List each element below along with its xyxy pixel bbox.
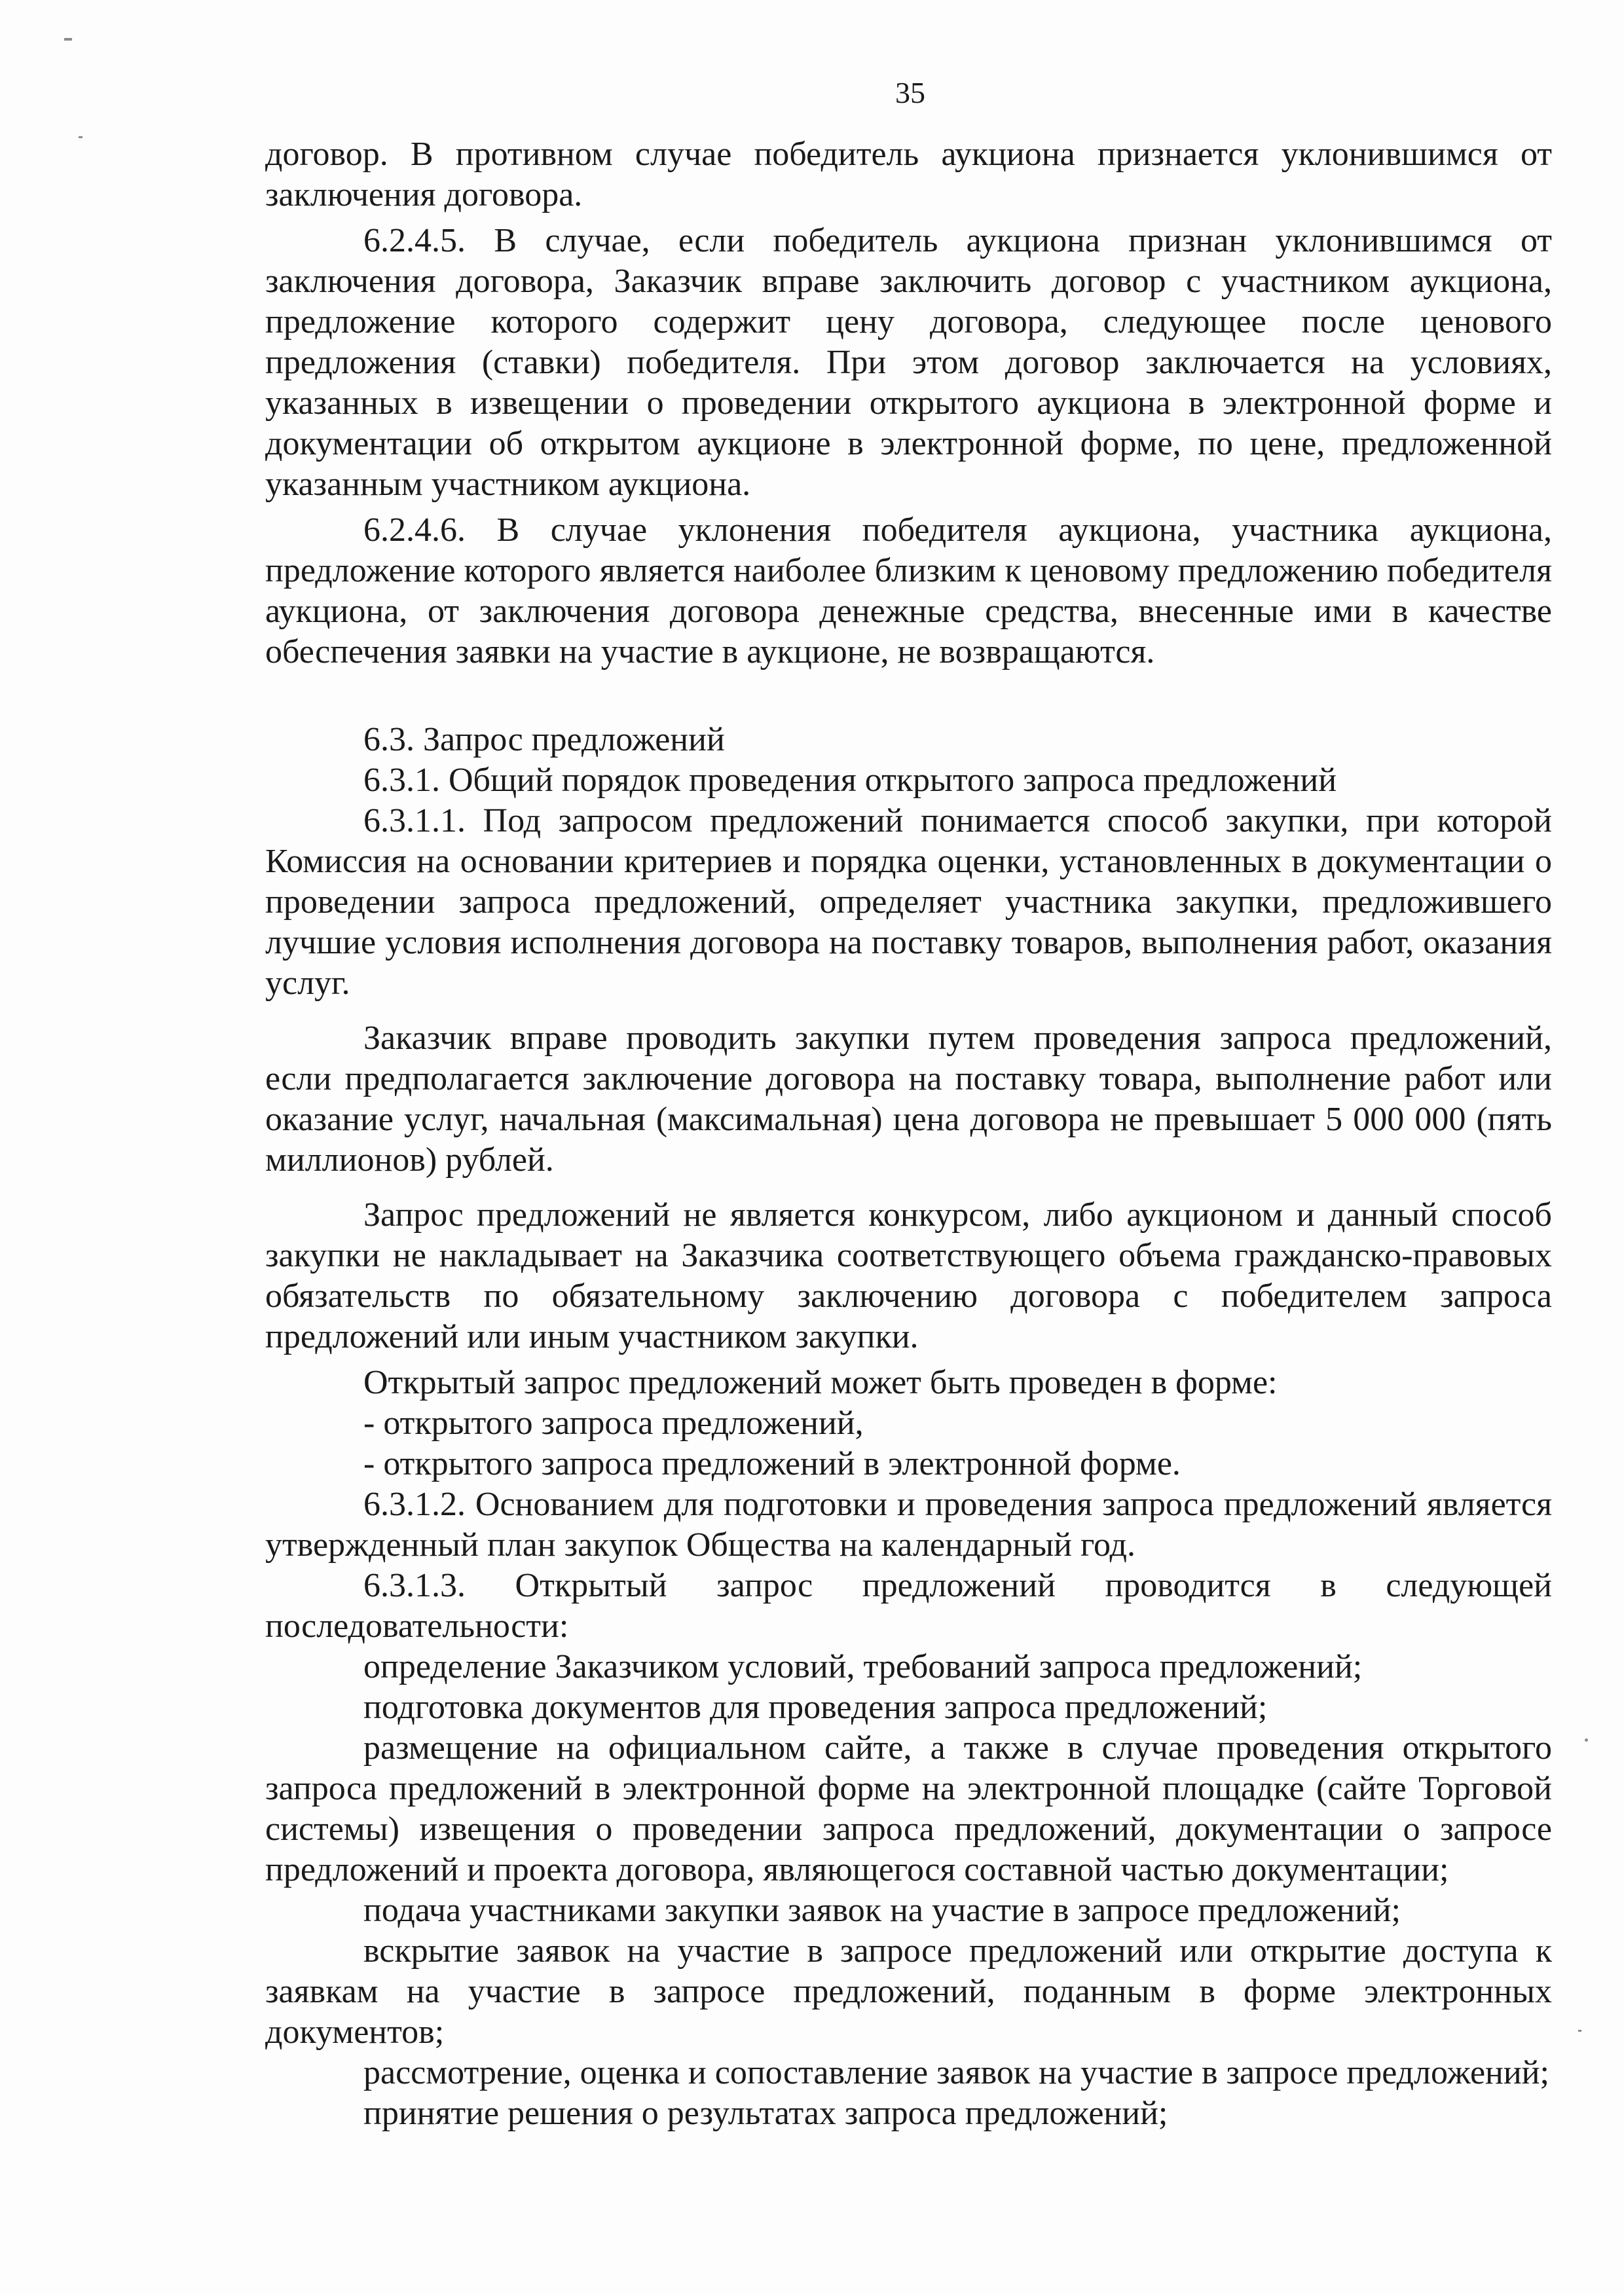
paragraph-6-3-1-3: 6.3.1.3. Открытый запрос предложений проводится в следующей последовательности: bbox=[265, 1567, 1552, 1645]
list-item-step-opening: вскрытие заявок на участие в запросе предложений или открытие доступа к заявкам на участие в запросе предложений, поданным в форме электронных документов; bbox=[265, 1932, 1552, 2051]
list-item-step-evaluation: рассмотрение, оценка и сопоставление заявок на участие в запросе предложений; bbox=[363, 2054, 1549, 2091]
scan-speck bbox=[79, 136, 83, 138]
page-number: 35 bbox=[895, 76, 925, 109]
paragraph-6-3-1-2: 6.3.1.2. Основанием для подготовки и проведения запроса предложений является утвержденный план закупок Общества на календарный год. bbox=[265, 1486, 1552, 1564]
paragraph-forms-intro: Открытый запрос предложений может быть проведен в форме: bbox=[363, 1364, 1278, 1401]
paragraph-6-3-1-1: 6.3.1.1. Под запросом предложений понимается способ закупки, при которой Комиссия на основании критериев и порядка оценки, установленных в документации о проведении запроса предложений, определяет участника закупки, предложившего лучшие условия исполнения договора на поставку товаров, выполнения работ, оказания услуг. bbox=[265, 802, 1552, 1002]
list-item-step-conditions: определение Заказчиком условий, требований запроса предложений; bbox=[363, 1648, 1363, 1685]
paragraph-6-2-4-5: 6.2.4.5. В случае, если победитель аукциона признан уклонившимся от заключения договора, Заказчик вправе заключить договор с участником аукциона, предложение которого содержит цену договора, следующее после ценового предложения (ставки) победителя. При этом договор заключается на условиях, указанных в извещении о проведении открытого аукциона в электронной форме и документации об открытом аукционе в электронной форме, по цене, предложенной указанным участником аукциона. bbox=[265, 222, 1552, 503]
list-item-step-decision: принятие решения о результатах запроса предложений; bbox=[363, 2095, 1168, 2132]
scan-speck bbox=[1585, 1738, 1588, 1742]
paragraph-not-competition: Запрос предложений не является конкурсом, либо аукционом и данный способ закупки не накладывает на Заказчика соответствующего объема гражданско-правовых обязательств по обязательному заключению договора с победителем запроса предложений или иным участником закупки. bbox=[265, 1196, 1552, 1355]
list-item-form-open: - открытого запроса предложений, bbox=[363, 1405, 864, 1442]
section-heading-6-3: 6.3. Запрос предложений bbox=[363, 721, 725, 758]
paragraph-6-2-4-6: 6.2.4.6. В случае уклонения победителя аукциона, участника аукциона, предложение которого является наиболее близким к ценовому предложению победителя аукциона, от заключения договора денежные средства, внесенные ими в качестве обеспечения заявки на участие в аукционе, не возвращаются. bbox=[265, 511, 1552, 670]
list-item-step-submission: подача участниками закупки заявок на участие в запросе предложений; bbox=[363, 1892, 1401, 1929]
list-item-step-documents: подготовка документов для проведения запроса предложений; bbox=[363, 1689, 1268, 1726]
scan-speck bbox=[64, 38, 72, 41]
document-body bbox=[265, 134, 1552, 2134]
subsection-heading-6-3-1: 6.3.1. Общий порядок проведения открытого запроса предложений bbox=[363, 762, 1337, 799]
paragraph-contract-evasion: договор. В противном случае победитель аукциона признается уклонившимся от заключения договора. bbox=[265, 136, 1552, 213]
list-item-step-publication: размещение на официальном сайте, а также в случае проведения открытого запроса предложений в электронной форме на электронной площадке (сайте Торговой системы) извещения о проведении запроса предложений, документации о запросе предложений и проекта договора, являющегося составной частью документации; bbox=[265, 1729, 1552, 1888]
list-item-form-electronic: - открытого запроса предложений в электронной форме. bbox=[363, 1445, 1181, 1482]
paragraph-customer-right: Заказчик вправе проводить закупки путем проведения запроса предложений, если предполагается заключение договора на поставку товара, выполнение работ или оказание услуг, начальная (максимальная) цена договора не превышает 5 000 000 (пять миллионов) рублей. bbox=[265, 1019, 1552, 1179]
scan-speck bbox=[1578, 2030, 1581, 2032]
